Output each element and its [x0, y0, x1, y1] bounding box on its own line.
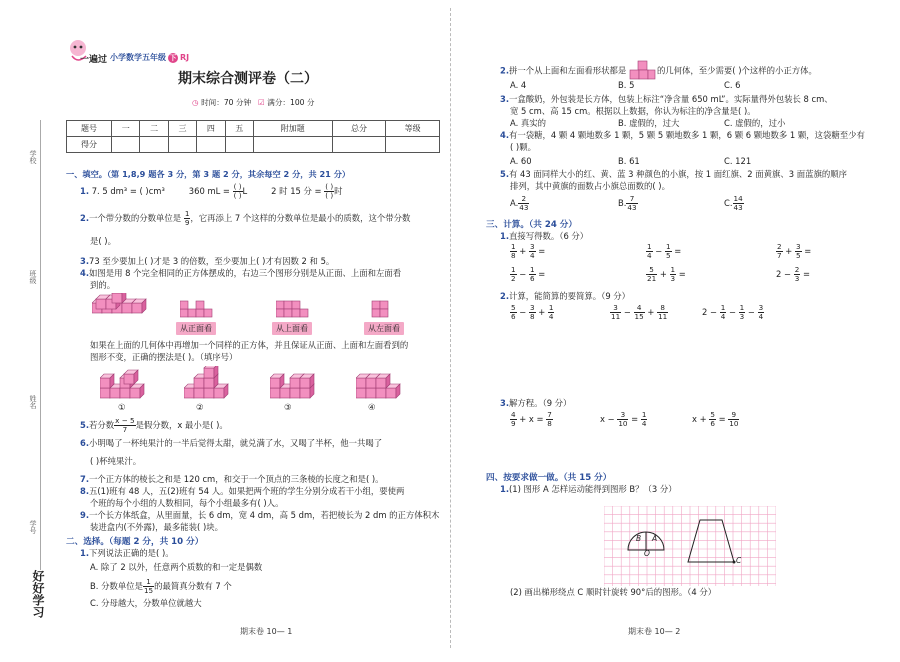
- sidebar-line: [40, 120, 41, 570]
- q1-2-line2: 是( )。: [90, 236, 116, 246]
- s2-1-option-a[interactable]: A. 除了 2 以外，任意两个质数的和一定是偶数: [90, 562, 263, 572]
- option-1[interactable]: ①: [118, 402, 126, 412]
- q1-8-line2: 个班的每个小组的人数相同，每个小组最多有( )人。: [90, 498, 284, 508]
- s2-4-option-a[interactable]: A. 60: [510, 156, 532, 166]
- score-cell[interactable]: [112, 137, 140, 153]
- grid-figure: [604, 506, 776, 586]
- s2-3-option-c[interactable]: C. 虚假的，过小: [724, 118, 786, 128]
- sidebar-number: 学号: [29, 520, 37, 534]
- page-footer-right: 期末卷 10— 2: [628, 627, 681, 636]
- series-name: 一遍过: [80, 55, 108, 65]
- calc-item-3: $\frac{2}{7}$ + $\frac{3}{5}$ =: [777, 242, 812, 260]
- trapezoid-shape: [688, 520, 734, 562]
- subtitle: 小学数学五年级 下 RJ: [110, 53, 190, 62]
- d4-1: 1.(1) 图形 A 怎样运动能得到图形 B？（3 分）: [500, 484, 677, 494]
- option-2-figure: [184, 366, 236, 400]
- score-cell[interactable]: [253, 137, 332, 153]
- q1-7: 7.一个正方体的棱长之和是 120 cm，和交于一个顶点的三条棱的长度之和是( )。: [80, 474, 384, 484]
- s2-3-option-a[interactable]: A. 真实的: [510, 118, 547, 128]
- calc-item-5: $\frac{5}{21}$ + $\frac{1}{3}$ =: [647, 265, 686, 283]
- sidebar-name: 姓名: [29, 395, 37, 409]
- page-divider: [450, 8, 451, 648]
- q1-4-line2: 到的。: [90, 280, 116, 290]
- q1-4: 4.如图是用 8 个完全相同的正方体摆成的，右边三个图形分别是从正面、上面和左面看: [80, 268, 402, 278]
- calc-item-4: $\frac{1}{2}$ − $\frac{1}{6}$ =: [511, 265, 546, 283]
- q1-8: 8.五(1)班有 48 人，五(2)班有 54 人。如果把两个班的学生分别分成若干小组，要使两: [80, 486, 405, 496]
- s2-4: 4.有一袋糖，4 颗 4 颗地数多 1 颗，5 颗 5 颗地数多 1 颗，6 颗 6 颗地数多 1 颗，这袋糖至少有: [500, 130, 865, 140]
- s2-3: 3.一盒酸奶，外包装是长方体，包装上标注“净含量 650 mL”。实际量得外包装长 8 cm、: [500, 94, 833, 104]
- label-c: C: [736, 556, 742, 565]
- cube-figure: [92, 293, 154, 323]
- calc-item-2: $\frac{1}{4}$ − $\frac{1}{5}$ =: [647, 242, 682, 260]
- simplify-item-1: $\frac{5}{6}$ − $\frac{3}{8}$ + $\frac{1}{4}$: [511, 303, 554, 321]
- s2-4-line2: ( )颗。: [510, 142, 536, 152]
- section-3-title: 三、计算。（共 24 分）: [486, 220, 577, 230]
- section-2-title: 二、选择。（每题 2 分，共 10 分）: [66, 537, 204, 547]
- score-cell[interactable]: [197, 137, 225, 153]
- view-label-front: 从正面看: [176, 322, 216, 335]
- q1-2: 2.一个带分数的分数单位是 $\frac{1}{9}$ ，它再添上 7 个这样的分数单位是最小的质数，这个带分数: [80, 209, 411, 227]
- calc-item-1: $\frac{1}{8}$ + $\frac{3}{4}$ =: [511, 242, 546, 260]
- simplify-item-3: 2 − $\frac{1}{4}$ − $\frac{1}{3}$ − $\frac{3}{4}$: [702, 303, 764, 321]
- c3-3: 3.解方程。（9 分）: [500, 398, 572, 408]
- equation-1: $\frac{4}{9}$ + x = $\frac{7}{8}$: [511, 410, 552, 428]
- s2-1-option-c[interactable]: C. 分母越大，分数单位就越大: [90, 598, 202, 608]
- clock-icon: ◷: [192, 98, 199, 107]
- score-info: ☑ 满分：100 分: [258, 98, 315, 107]
- q1-4c: 图形不变，正确的摆法是( )。（填序号）: [90, 352, 238, 362]
- equation-3: x + $\frac{5}{6}$ = $\frac{9}{10}$: [692, 410, 739, 428]
- s2-5-option-c[interactable]: C. $\frac{14}{43}$: [724, 194, 743, 212]
- score-table-header: 题号 一 二 三 四 五 附加题 总分 等级: [67, 121, 440, 137]
- label-o: O: [644, 549, 650, 558]
- option-3-figure: [270, 366, 322, 400]
- page-footer-left: 期末卷 10— 1: [240, 627, 293, 636]
- section-1-title: 一、填空。（第 1,8,9 题各 3 分，第 3 题 2 分，其余每空 2 分，共 21 分）: [66, 169, 351, 179]
- s2-5: 5.有 43 面同样大小的红、黄、蓝 3 种颜色的小旗，按 1 面红旗、2 面黄旗、3 面蓝旗的顺序: [500, 169, 848, 179]
- q1-5: 5.若分数 $\frac{x - 5}{7}$ 是假分数，x 最小是( )。: [80, 416, 228, 434]
- s2-5-option-a[interactable]: A. $\frac{2}{43}$: [510, 194, 529, 212]
- option-4[interactable]: ④: [368, 402, 376, 412]
- s2-2-option-c[interactable]: C. 6: [724, 80, 741, 90]
- shape-icon: [629, 60, 657, 82]
- d4-2: (2) 画出梯形绕点 C 顺时针旋转 90°后的图形。（4 分）: [510, 587, 717, 597]
- s2-4-option-b[interactable]: B. 61: [618, 156, 640, 166]
- score-cell[interactable]: [168, 137, 196, 153]
- s2-2: 2.拼一个从上面和左面看形状都是 的几何体，至少需要( )个这样的小正方体。: [500, 60, 817, 82]
- score-cell[interactable]: [386, 137, 440, 153]
- s2-2-option-b[interactable]: B. 5: [618, 80, 635, 90]
- check-icon: ☑: [258, 98, 265, 107]
- c3-1: 1.直接写得数。（6 分）: [500, 231, 589, 241]
- option-4-figure: [356, 366, 408, 400]
- q1-9-line2: 装进盒内(不外露)，最多能装( )块。: [90, 522, 223, 532]
- calc-item-6: 2 − $\frac{2}{3}$ =: [776, 265, 810, 283]
- s2-2-option-a[interactable]: A. 4: [510, 80, 527, 90]
- label-b: B: [636, 534, 642, 543]
- q1-3: 3.73 至少要加上( )才是 3 的倍数，至少要加上( )才有因数 2 和 5。: [80, 256, 335, 266]
- s2-5-option-b[interactable]: B. $\frac{7}{43}$: [618, 194, 637, 212]
- score-cell[interactable]: [140, 137, 168, 153]
- q1-6-line2: ( )杯纯果汁。: [90, 456, 142, 466]
- view-label-left: 从左面看: [364, 322, 404, 335]
- option-3[interactable]: ③: [284, 402, 292, 412]
- s2-1: 1.下列说法正确的是( )。: [80, 548, 174, 558]
- s2-3-line2: 宽 5 cm、高 15 cm。根据以上数据，你认为标注的净含量是( )。: [510, 106, 756, 116]
- s2-1-option-b[interactable]: B. 分数单位是 $\frac{1}{15}$ 的最简真分数有 7 个: [90, 577, 232, 595]
- q1-4b: 如果在上面的几何体中再增加一个同样的正方体，并且保证从正面、上面和左面看到的: [90, 340, 409, 350]
- view-label-top: 从上面看: [272, 322, 312, 335]
- grade-badge: 下: [169, 54, 177, 62]
- label-a: A: [652, 534, 658, 543]
- option-1-figure: [100, 366, 152, 400]
- left-view-figure: [370, 298, 392, 320]
- score-cell[interactable]: [332, 137, 386, 153]
- top-view-figure: [276, 298, 310, 320]
- c3-2: 2.计算，能简算的要简算。（9 分）: [500, 291, 631, 301]
- sidebar-school: 学校: [29, 150, 37, 164]
- s2-3-option-b[interactable]: B. 虚假的，过大: [618, 118, 680, 128]
- time-info: ◷ 时间：70 分钟: [192, 98, 252, 107]
- option-2[interactable]: ②: [196, 402, 204, 412]
- s2-5-line2: 排列，其中黄旗的面数占小旗总面数的( )。: [510, 181, 670, 191]
- q1-9: 9.一个长方体纸盒，从里面量，长 6 dm，宽 4 dm，高 5 dm，若把棱长为 2 dm 的正方体积木: [80, 510, 440, 520]
- simplify-item-2: $\frac{3}{11}$ − $\frac{4}{15}$ + $\frac{8}{11}$: [611, 303, 668, 321]
- q1-6: 6.小明喝了一杯纯果汁的一半后觉得太甜，就兑满了水，又喝了半杯，他一共喝了: [80, 438, 383, 448]
- section-4-title: 四、按要求做一做。（共 15 分）: [486, 473, 612, 483]
- page-title: 期末综合测评卷（二）: [178, 71, 318, 87]
- q1-1: 1. 7. 5 dm³ = ( )cm³ 360 mL = $\frac{( )}{( )}$ L 2 时 15 分 = $\frac{( )}{( )}$ 时: [80, 182, 343, 200]
- front-view-figure: [180, 298, 214, 320]
- sidebar-class: 班级: [29, 270, 37, 284]
- equation-2: x − $\frac{3}{10}$ = $\frac{1}{4}$: [600, 410, 647, 428]
- score-cell[interactable]: [225, 137, 253, 153]
- s2-4-option-c[interactable]: C. 121: [724, 156, 752, 166]
- score-table: [66, 120, 440, 153]
- brand-logo: 好好学习: [31, 570, 45, 618]
- score-table-row: 得分: [67, 137, 440, 153]
